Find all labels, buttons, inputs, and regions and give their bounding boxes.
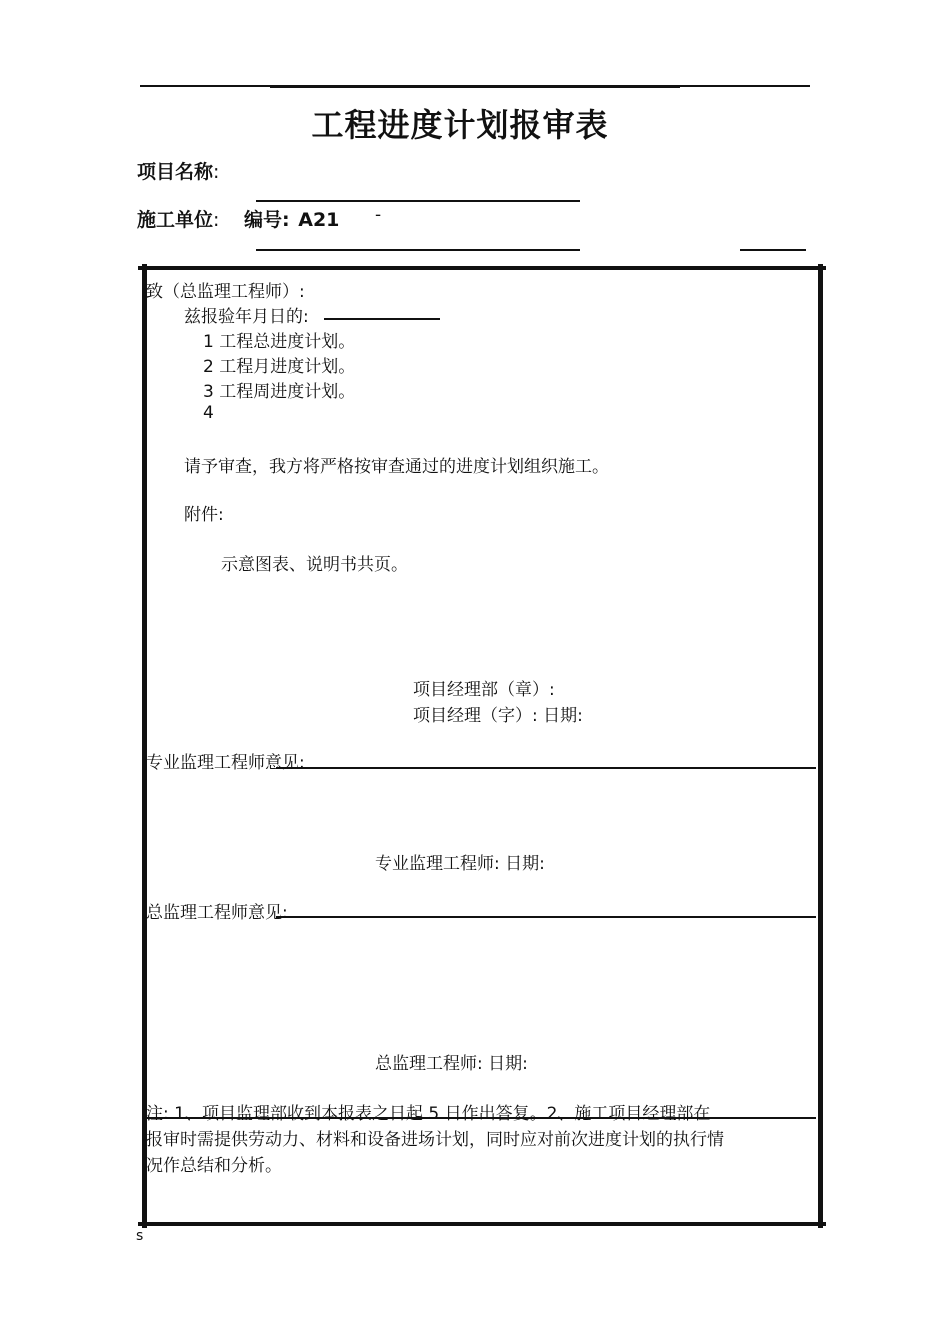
submit-underline <box>324 318 440 320</box>
specialist-opinion-label: 专业监理工程师意见: <box>146 753 305 773</box>
divider-chief <box>276 916 816 918</box>
page-title: 工程进度计划报审表 <box>311 106 609 144</box>
pm-dept-label: 项目经理部（章）: <box>413 680 555 700</box>
box-right <box>818 264 823 1228</box>
top-rule-thick <box>270 86 680 88</box>
chief-sign-label: 总监理工程师: 日期: <box>375 1054 528 1074</box>
item-1: 1 工程总进度计划。 <box>203 332 356 352</box>
specialist-sign-label: 专业监理工程师: 日期: <box>375 854 545 874</box>
contractor-label: 施工单位: <box>137 209 220 231</box>
note-line-3: 况作总结和分析。 <box>146 1156 282 1176</box>
serial-label: 编号: A21 <box>244 209 340 231</box>
project-name-label: 项目名称: <box>137 161 220 183</box>
contractor-underline <box>256 249 580 251</box>
to-line: 致（总监理工程师）: <box>146 282 305 302</box>
serial-value: A21 <box>298 209 340 231</box>
note-line-2: 报审时需提供劳动力、材料和设备进场计划，同时应对前次进度计划的执行情 <box>146 1130 724 1150</box>
box-top <box>138 266 826 270</box>
item-3: 3 工程周进度计划。 <box>203 382 356 402</box>
footer-mark: s <box>136 1228 144 1244</box>
request-text: 请予审查，我方将严格按审查通过的进度计划组织施工。 <box>184 457 609 477</box>
pm-sign-label: 项目经理（字）: 日期: <box>413 706 583 726</box>
project-name-underline <box>256 200 580 202</box>
item-2: 2 工程月进度计划。 <box>203 357 356 377</box>
box-left <box>142 264 147 1228</box>
divider-specialist <box>276 767 816 769</box>
attachment-text: 示意图表、说明书共页。 <box>221 555 408 575</box>
submit-line: 兹报验年月日的: <box>184 307 309 327</box>
note-line-1: 注: 1、项目监理部收到本报表之日起 5 日作出答复。2、施工项目经理部在 <box>146 1104 711 1124</box>
serial-dash: - <box>375 205 382 225</box>
chief-opinion-label: 总监理工程师意见: <box>146 903 288 923</box>
attachment-label: 附件: <box>184 505 224 525</box>
box-bottom <box>138 1222 826 1226</box>
serial-underline <box>740 249 806 251</box>
item-4: 4 <box>203 403 214 423</box>
